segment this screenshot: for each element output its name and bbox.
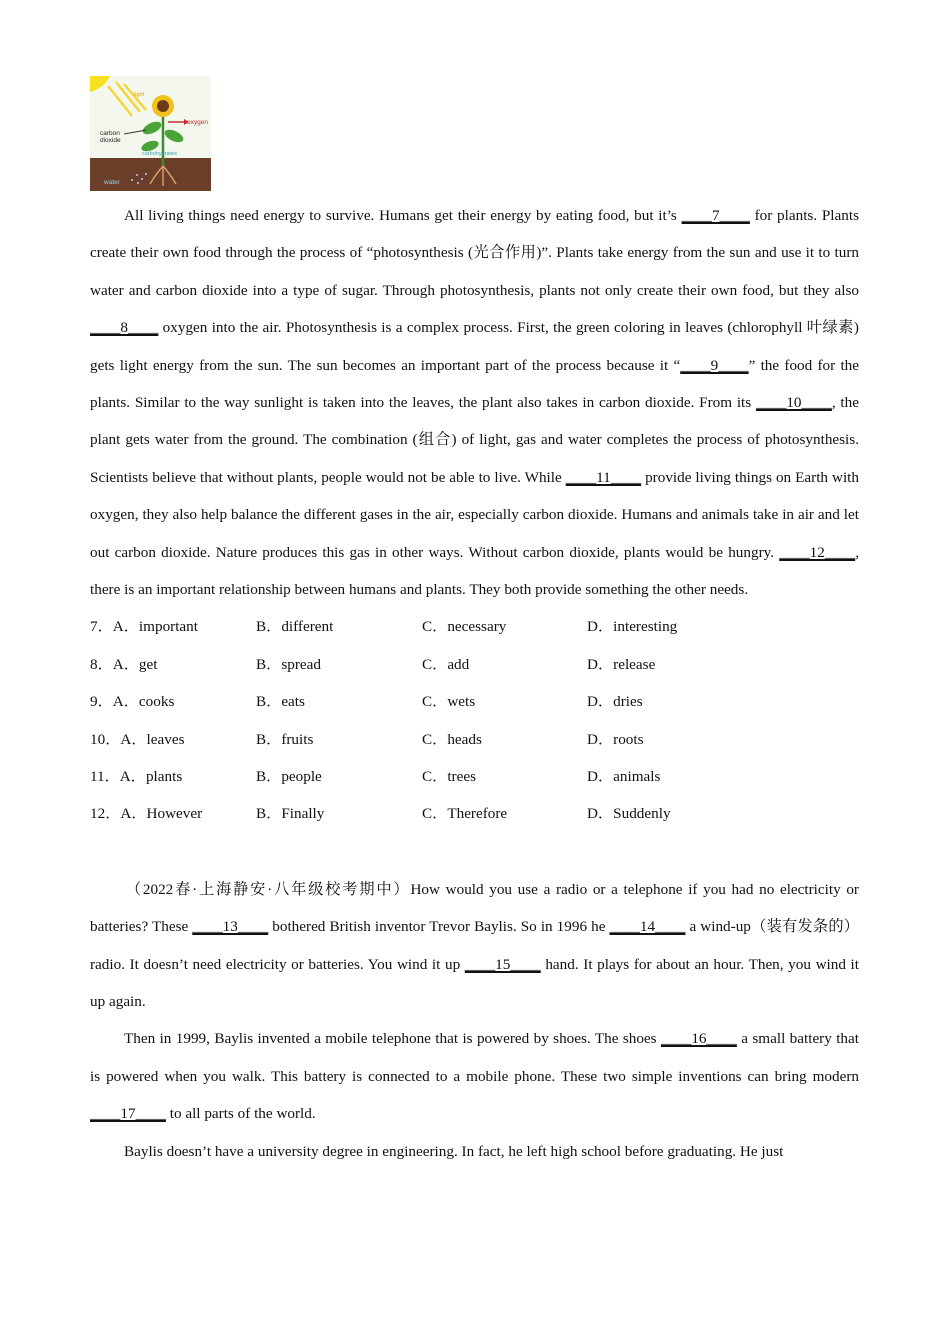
option-row-12: 12．A．However B．Finally C．Therefore D．Suddenly: [90, 805, 671, 823]
water-label: water: [104, 179, 120, 186]
blank-14: ____14____: [609, 918, 686, 936]
option-row-11: 11．A．plants B．people C．trees D．animals: [90, 768, 661, 786]
photosynthesis-diagram: [90, 76, 211, 191]
passage-2-paragraph-1: （2022春·上海静安·八年级校考期中）How would you use a radio or a telephone if you had no electricity or batteries? These ____13____ bothered British inventor Trevor Baylis. So in 1996 he ____14____ a wind-up（装有发条的）radio. It doesn’t need electricity or batteries. You wind it up ____15____ hand. It plays for about an hour. Then, you wind it up again.: [90, 880, 859, 1011]
oxygen-label: oxygen: [187, 119, 208, 126]
carbohydrates-label: carbohydrates: [142, 151, 177, 157]
dioxide-label: dioxide: [100, 137, 121, 144]
passage-1: All living things need energy to survive. Humans get their energy by eating food, but it’s ____7____ for plants. Plants create their own food through the process of “photosynthesis (光合作用)”. Plants take energy from the sun and use it to turn water and carbon dioxide into a type of sugar. Through photosynthesis, plants not only create their own food, but they also ____8____ oxygen into the air. Photosynthesis is a complex process. First, the green coloring in leaves (chlorophyll 叶绿素) gets light energy from the sun. The sun becomes an important part of the process because it “____9____” the food for the plants. Similar to the way sunlight is taken into the leaves, the plant also takes in carbon dioxide. From its ____10____, the plant gets water from the ground. The combination (组合) of light, gas and water completes the process of photosynthesis. Scientists believe that without plants, people would not be able to live. While ____11____ provide living things on Earth with oxygen, they also help balance the different gases in the air, especially carbon dioxide. Humans and animals take in air and let out carbon dioxide. Nature produces this gas in other ways. Without carbon dioxide, plants would be hungry. ____12____, there is an important relationship between humans and plants. They both provide something the other needs.: [90, 207, 859, 599]
light-label: light: [134, 92, 145, 98]
option-row-10: 10．A．leaves B．fruits C．heads D．roots: [90, 730, 644, 748]
sunflower-head: [152, 95, 174, 117]
blank-16: ____16____: [660, 1030, 737, 1048]
blank-17: ____17____: [90, 1105, 166, 1123]
option-row-7: 7．A．important B．different C．necessary D．interesting: [90, 618, 678, 636]
blank-13: ____13____: [192, 918, 269, 936]
passage-2-paragraph-2: Then in 1999, Baylis invented a mobile telephone that is powered by shoes. The shoes ____16____ a small battery that is powered when you walk. This battery is connected to a mobile phone. These two simple inventions can bring modern ____17____ to all parts of the world.: [90, 1030, 859, 1123]
passage-2-paragraph-3: Baylis doesn’t have a university degree in engineering. In fact, he left high school before graduating. He just: [124, 1142, 784, 1160]
blank-7: ____7____: [681, 207, 750, 224]
question-source: （2022春·上海静安·八年级校考期中）: [124, 880, 411, 898]
blank-10: ____10____: [755, 394, 832, 412]
document-body: [90, 197, 859, 1170]
option-row-9: 9．A．cooks B．eats C．wets D．dries: [90, 693, 643, 711]
soil-layer: [90, 158, 211, 191]
blank-12: ____12____: [779, 543, 856, 561]
carbon-label: carbon: [100, 130, 120, 137]
answer-options: [90, 608, 859, 832]
option-row-8: 8．A．get B．spread C．add D．release: [90, 655, 656, 673]
blank-9: ____9____: [680, 356, 749, 374]
blank-15: ____15____: [464, 955, 541, 973]
blank-11: ____11____: [565, 468, 642, 486]
blank-8: ____8____: [90, 319, 159, 337]
